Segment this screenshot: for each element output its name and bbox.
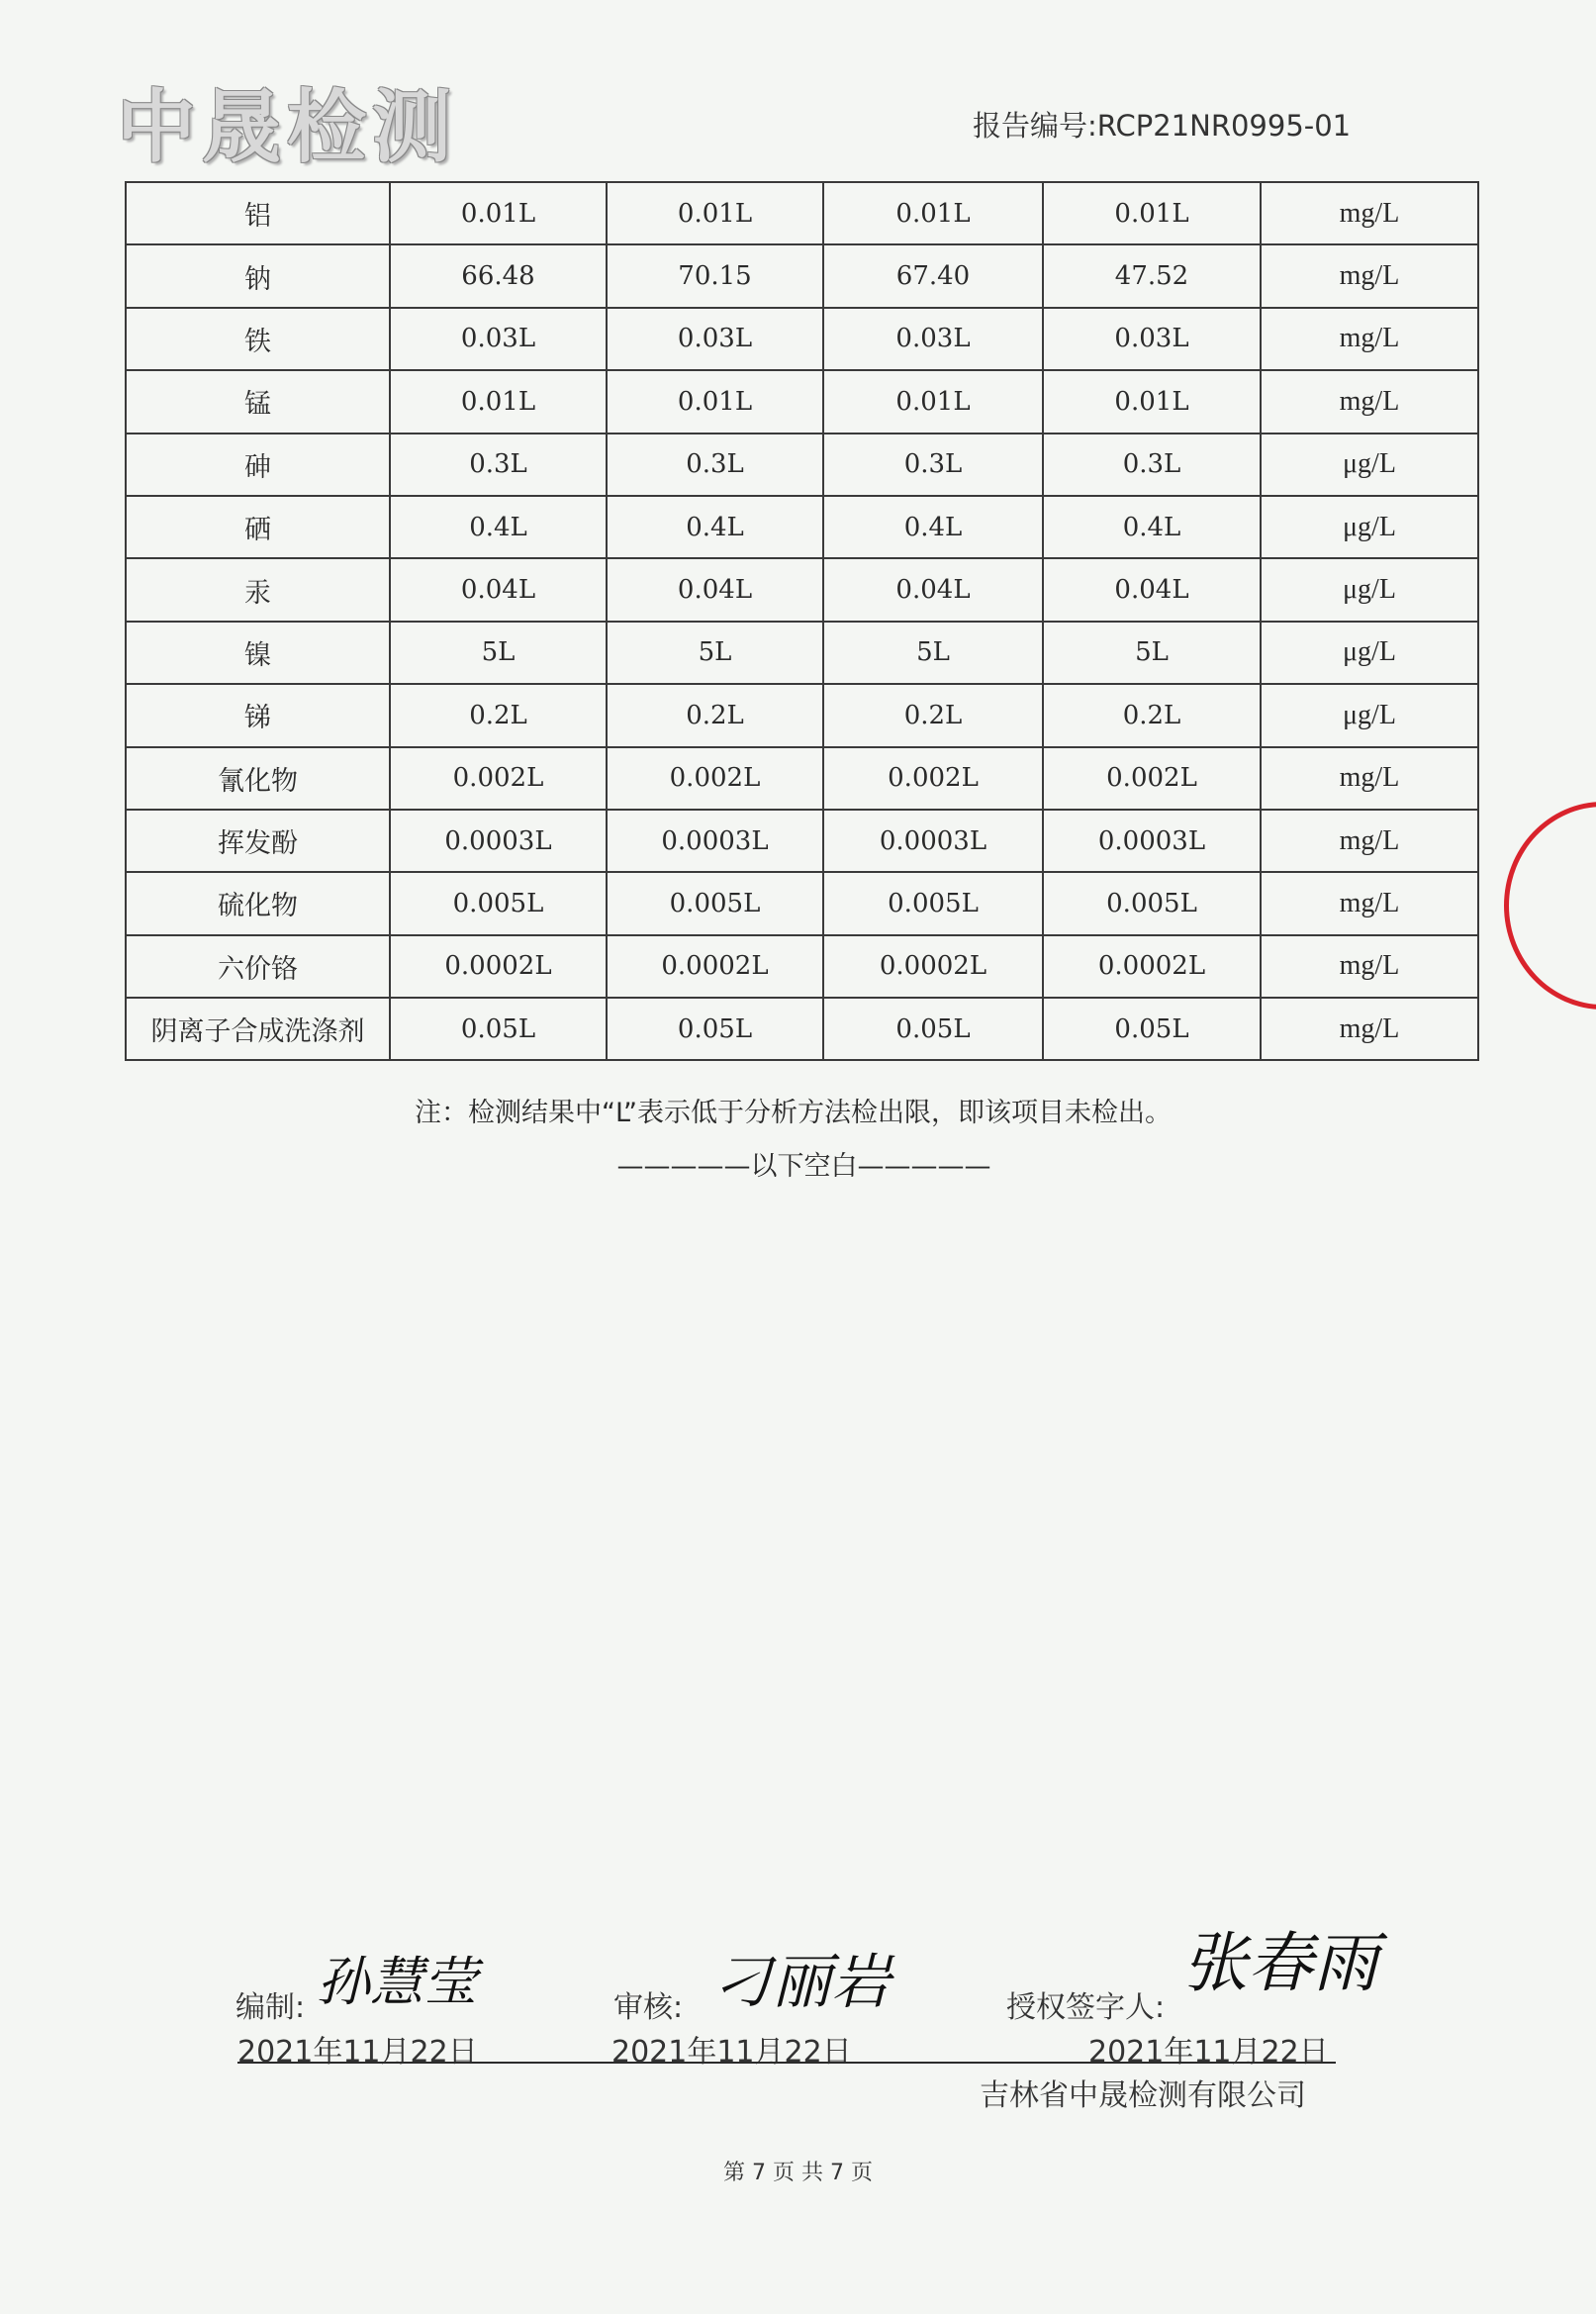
table-row	[126, 810, 1478, 872]
unit-cell: mg/L	[1261, 747, 1478, 810]
table-row	[126, 244, 1478, 307]
results-table	[125, 181, 1479, 1061]
item-name-cell: 镍	[126, 622, 390, 684]
item-name-cell: 硫化物	[126, 872, 390, 934]
result-value-cell: 0.04L	[607, 558, 823, 621]
result-value-cell: 0.005L	[1043, 872, 1261, 934]
result-value-cell: 0.2L	[823, 684, 1043, 746]
result-value-cell: 0.0002L	[1043, 935, 1261, 998]
result-value-cell: 0.002L	[1043, 747, 1261, 810]
result-value-cell: 0.005L	[823, 872, 1043, 934]
result-value-cell: 5L	[390, 622, 607, 684]
table-row	[126, 872, 1478, 934]
result-value-cell: 0.0002L	[607, 935, 823, 998]
result-value-cell: 0.0003L	[390, 810, 607, 872]
table-row	[126, 308, 1478, 370]
result-value-cell: 0.05L	[607, 998, 823, 1060]
result-value-cell: 0.2L	[607, 684, 823, 746]
unit-cell: mg/L	[1261, 810, 1478, 872]
report-number	[973, 104, 1351, 145]
item-name-cell: 钠	[126, 244, 390, 307]
result-value-cell: 0.03L	[1043, 308, 1261, 370]
compiler-label: 编制:	[235, 1990, 306, 2025]
item-name-cell: 锰	[126, 370, 390, 433]
result-value-cell: 0.05L	[1043, 998, 1261, 1060]
unit-cell: μg/L	[1261, 496, 1478, 558]
table-row	[126, 496, 1478, 558]
result-value-cell: 0.002L	[607, 747, 823, 810]
result-value-cell: 5L	[1043, 622, 1261, 684]
result-value-cell: 0.04L	[1043, 558, 1261, 621]
result-value-cell: 0.005L	[390, 872, 607, 934]
result-value-cell: 0.3L	[390, 434, 607, 496]
item-name-cell: 硒	[126, 496, 390, 558]
result-value-cell: 66.48	[390, 244, 607, 307]
item-name-cell: 砷	[126, 434, 390, 496]
signatory-date: 2021年11月22日	[1088, 2035, 1329, 2070]
result-value-cell: 0.01L	[1043, 182, 1261, 244]
result-value-cell: 0.005L	[607, 872, 823, 934]
blank-below-marker: —————以下空白—————	[616, 1151, 991, 1182]
signatory-label: 授权签字人:	[1006, 1990, 1166, 2025]
result-value-cell: 0.4L	[823, 496, 1043, 558]
reviewer-signature: 刁丽岩	[712, 1948, 891, 2017]
result-value-cell: 0.2L	[1043, 684, 1261, 746]
result-value-cell: 0.03L	[823, 308, 1043, 370]
result-value-cell: 0.3L	[823, 434, 1043, 496]
table-row	[126, 622, 1478, 684]
unit-cell: mg/L	[1261, 935, 1478, 998]
unit-cell: μg/L	[1261, 622, 1478, 684]
result-value-cell: 0.05L	[390, 998, 607, 1060]
unit-cell: mg/L	[1261, 998, 1478, 1060]
result-value-cell: 0.4L	[390, 496, 607, 558]
red-seal-stamp	[1504, 802, 1596, 1010]
result-value-cell: 67.40	[823, 244, 1043, 307]
unit-cell: μg/L	[1261, 684, 1478, 746]
table-row	[126, 998, 1478, 1060]
result-value-cell: 0.01L	[1043, 370, 1261, 433]
result-value-cell: 0.2L	[390, 684, 607, 746]
result-value-cell: 70.15	[607, 244, 823, 307]
reviewer-label: 审核:	[613, 1990, 684, 2025]
result-value-cell: 0.002L	[823, 747, 1043, 810]
result-value-cell: 0.0003L	[1043, 810, 1261, 872]
result-value-cell: 0.01L	[823, 370, 1043, 433]
result-value-cell: 0.05L	[823, 998, 1043, 1060]
unit-cell: mg/L	[1261, 308, 1478, 370]
unit-cell: mg/L	[1261, 370, 1478, 433]
unit-cell: mg/L	[1261, 182, 1478, 244]
compiler-signature: 孙慧莹	[317, 1951, 477, 2013]
reviewer-date: 2021年11月22日	[611, 2035, 852, 2070]
result-value-cell: 0.0003L	[607, 810, 823, 872]
item-name-cell: 铝	[126, 182, 390, 244]
company-logo: 中晟检测	[117, 81, 457, 173]
result-value-cell: 0.03L	[390, 308, 607, 370]
result-value-cell: 0.01L	[390, 370, 607, 433]
result-value-cell: 47.52	[1043, 244, 1261, 307]
result-value-cell: 0.04L	[823, 558, 1043, 621]
result-value-cell: 0.0002L	[390, 935, 607, 998]
result-value-cell: 0.3L	[1043, 434, 1261, 496]
result-value-cell: 0.01L	[390, 182, 607, 244]
result-value-cell: 0.01L	[607, 370, 823, 433]
report-number-label: 报告编号:	[973, 109, 1097, 143]
result-value-cell: 0.3L	[607, 434, 823, 496]
unit-cell: mg/L	[1261, 244, 1478, 307]
result-value-cell: 5L	[607, 622, 823, 684]
signatory-signature: 张春雨	[1182, 1925, 1378, 2001]
unit-cell: μg/L	[1261, 434, 1478, 496]
item-name-cell: 铁	[126, 308, 390, 370]
result-value-cell: 0.0002L	[823, 935, 1043, 998]
item-name-cell: 锑	[126, 684, 390, 746]
result-value-cell: 0.04L	[390, 558, 607, 621]
item-name-cell: 阴离子合成洗涤剂	[126, 998, 390, 1060]
item-name-cell: 汞	[126, 558, 390, 621]
compiler-date: 2021年11月22日	[237, 2035, 478, 2070]
table-row	[126, 935, 1478, 998]
item-name-cell: 六价铬	[126, 935, 390, 998]
table-row	[126, 747, 1478, 810]
table-row	[126, 434, 1478, 496]
result-value-cell: 0.01L	[823, 182, 1043, 244]
report-number-value: RCP21NR0995-01	[1096, 109, 1352, 143]
unit-cell: mg/L	[1261, 872, 1478, 934]
result-value-cell: 0.01L	[607, 182, 823, 244]
item-name-cell: 氰化物	[126, 747, 390, 810]
result-value-cell: 0.0003L	[823, 810, 1043, 872]
item-name-cell: 挥发酚	[126, 810, 390, 872]
signature-underline	[237, 2062, 1336, 2064]
result-value-cell: 0.4L	[1043, 496, 1261, 558]
company-name: 吉林省中晟检测有限公司	[980, 2078, 1306, 2113]
page-number: 第 7 页 共 7 页	[723, 2161, 873, 2185]
result-value-cell: 0.03L	[607, 308, 823, 370]
result-value-cell: 0.4L	[607, 496, 823, 558]
table-row	[126, 370, 1478, 433]
unit-cell: μg/L	[1261, 558, 1478, 621]
table-row	[126, 684, 1478, 746]
table-row	[126, 558, 1478, 621]
table-row	[126, 182, 1478, 244]
result-value-cell: 0.002L	[390, 747, 607, 810]
table-note: 注：检测结果中“L”表示低于分析方法检出限，即该项目未检出。	[415, 1098, 1172, 1128]
result-value-cell: 5L	[823, 622, 1043, 684]
